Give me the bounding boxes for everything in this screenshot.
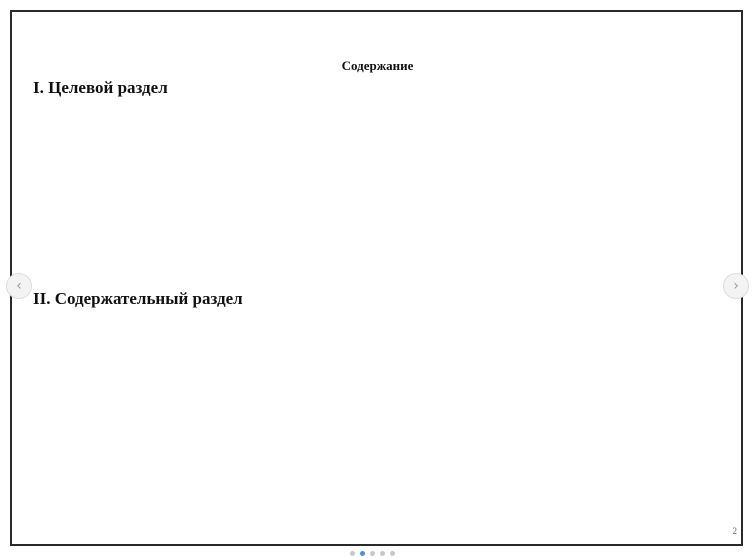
next-slide-button[interactable]: › xyxy=(723,273,749,299)
carousel-dot[interactable] xyxy=(350,551,355,556)
previous-slide-button[interactable]: ‹ xyxy=(6,273,32,299)
section-heading-1: I. Целевой раздел xyxy=(33,78,168,97)
carousel-indicator xyxy=(350,551,395,556)
carousel-dot[interactable] xyxy=(390,551,395,556)
section-heading-2: II. Содержательный раздел xyxy=(33,289,243,308)
carousel-dot[interactable] xyxy=(370,551,375,556)
carousel-dot-active[interactable] xyxy=(360,551,365,556)
carousel-dot[interactable] xyxy=(380,551,385,556)
page-title: Содержание xyxy=(341,58,414,73)
page-number: 2 xyxy=(732,526,737,536)
